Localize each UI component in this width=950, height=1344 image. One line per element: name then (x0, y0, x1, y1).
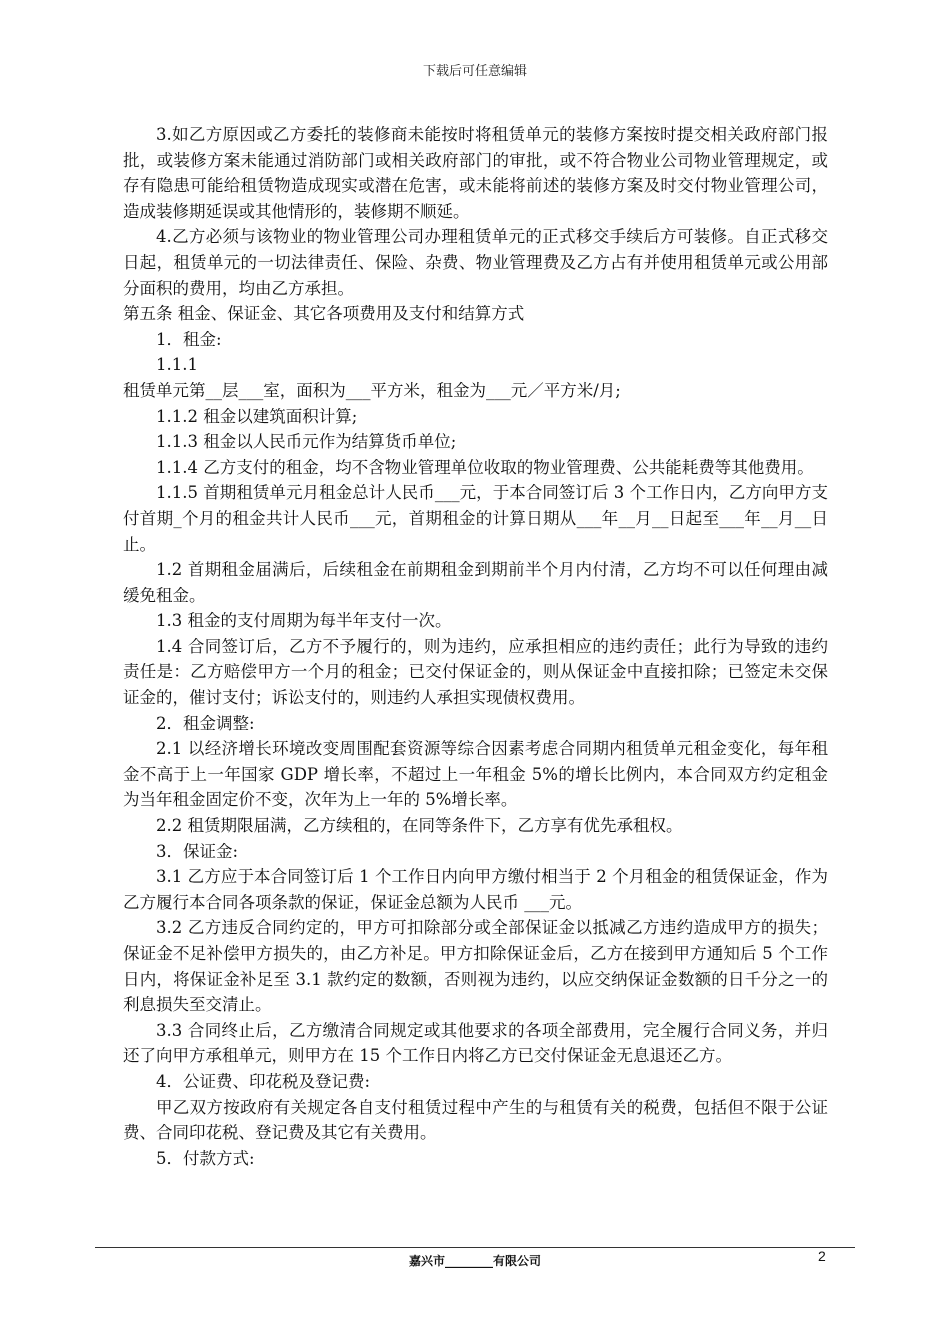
paragraph: 1.4 合同签订后，乙方不予履行的，则为违约，应承担相应的违约责任；此行为导致的违约责任是：乙方赔偿甲方一个月的租金；已交付保证金的，则从保证金中直接扣除；已签定未交保证金的，催讨支付；诉讼支付的，则违约人承担实现债权费用。 (123, 636, 828, 708)
footer-company: 嘉兴市________有限公司 (408, 1254, 541, 1268)
paragraph: 3.2 乙方违反合同约定的，甲方可扣除部分或全部保证金以抵减乙方违约造成甲方的损失；保证金不足补偿甲方损失的，由乙方补足。甲方扣除保证金后，乙方在接到甲方通知后 5 个工作日内，将保证金补足至 3.1 款约定的数额，否则视为违约，以应交纳保证金数额的日千分之一的利息损失至交清止。 (123, 918, 828, 1015)
paragraph: 5．付款方式: (156, 1148, 255, 1168)
paragraph: 租赁单元第__层___室，面积为___平方米，租金为___元／平方米/月; (123, 380, 621, 400)
paragraph: 1.1.1 (156, 355, 198, 375)
paragraph: 4．公证费、印花税及登记费: (156, 1071, 371, 1091)
paragraph: 3.3 合同终止后，乙方缴清合同规定或其他要求的各项全部费用，完全履行合同义务，并归还了向甲方承租单元，则甲方在 15 个工作日内将乙方已交付保证金无息退还乙方。 (123, 1020, 828, 1066)
paragraph: 3.1 乙方应于本合同签订后 1 个工作日内向甲方缴付相当于 2 个月租金的租赁保证金，作为乙方履行本合同各项条款的保证，保证金总额为人民币 ___元。 (123, 867, 828, 912)
paragraph: 1.1.3 租金以人民币元作为结算货币单位; (156, 432, 457, 452)
page-number: 2 (818, 1248, 826, 1264)
paragraph: 2.2 租赁期限届满，乙方续租的，在同等条件下，乙方享有优先承租权。 (156, 816, 683, 836)
paragraph: 3．保证金: (156, 841, 239, 861)
paragraph: 3.如乙方原因或乙方委托的装修商未能按时将租赁单元的装修方案按时提交相关政府部门报批，或装修方案未能通过消防部门或相关政府部门的审批，或不符合物业公司物业管理规定，或存有隐患可能给租赁物造成现实或潜在危害，或未能将前述的装修方案及时交付物业管理公司，造成装修期延误或其他情形的，装修期不顺延。 (123, 125, 828, 221)
footer-rule (95, 1247, 855, 1248)
paragraph: 1.1.4 乙方支付的租金，均不含物业管理单位收取的物业管理费、公共能耗费等其他费用。 (156, 457, 814, 477)
paragraph: 1.1.2 租金以建筑面积计算; (156, 406, 358, 426)
paragraph: 4.乙方必须与该物业的物业管理公司办理租赁单元的正式移交手续后方可装修。自正式移交日起，租赁单元的一切法律责任、保险、杂费、物业管理费及乙方占有并使用租赁单元或公用部分面积的费用，均由乙方承担。 (123, 227, 828, 298)
document-body (123, 122, 828, 1171)
paragraph: 1.1.5 首期租赁单元月租金总计人民币___元，于本合同签订后 3 个工作日内，乙方向甲方支付首期_个月的租金共计人民币___元，首期租金的计算日期从___年__月__日起至___年__月__日止。 (123, 483, 828, 554)
paragraph: 1.3 租金的支付周期为每半年支付一次。 (156, 611, 452, 631)
paragraph: 1.2 首期租金届满后，后续租金在前期租金到期前半个月内付清，乙方均不可以任何理由减缓免租金。 (123, 560, 828, 605)
paragraph: 甲乙双方按政府有关规定各自支付租赁过程中产生的与租赁有关的税费，包括但不限于公证费、合同印花税、登记费及其它有关费用。 (123, 1097, 828, 1143)
page-header: 下载后可任意编辑 (422, 64, 527, 79)
paragraph: 1．租金: (156, 329, 222, 349)
paragraph: 2．租金调整: (156, 713, 255, 733)
paragraph: 第五条 租金、保证金、其它各项费用及支付和结算方式 (123, 304, 525, 324)
paragraph: 2.1 以经济增长环境改变周围配套资源等综合因素考虑合同期内租赁单元租金变化，每年租金不高于上一年国家 GDP 增长率，不超过上一年租金 5%的增长比例内，本合同双方约定租金为当年租金固定价不变，次年为上一年的 5%增长率。 (123, 739, 828, 810)
